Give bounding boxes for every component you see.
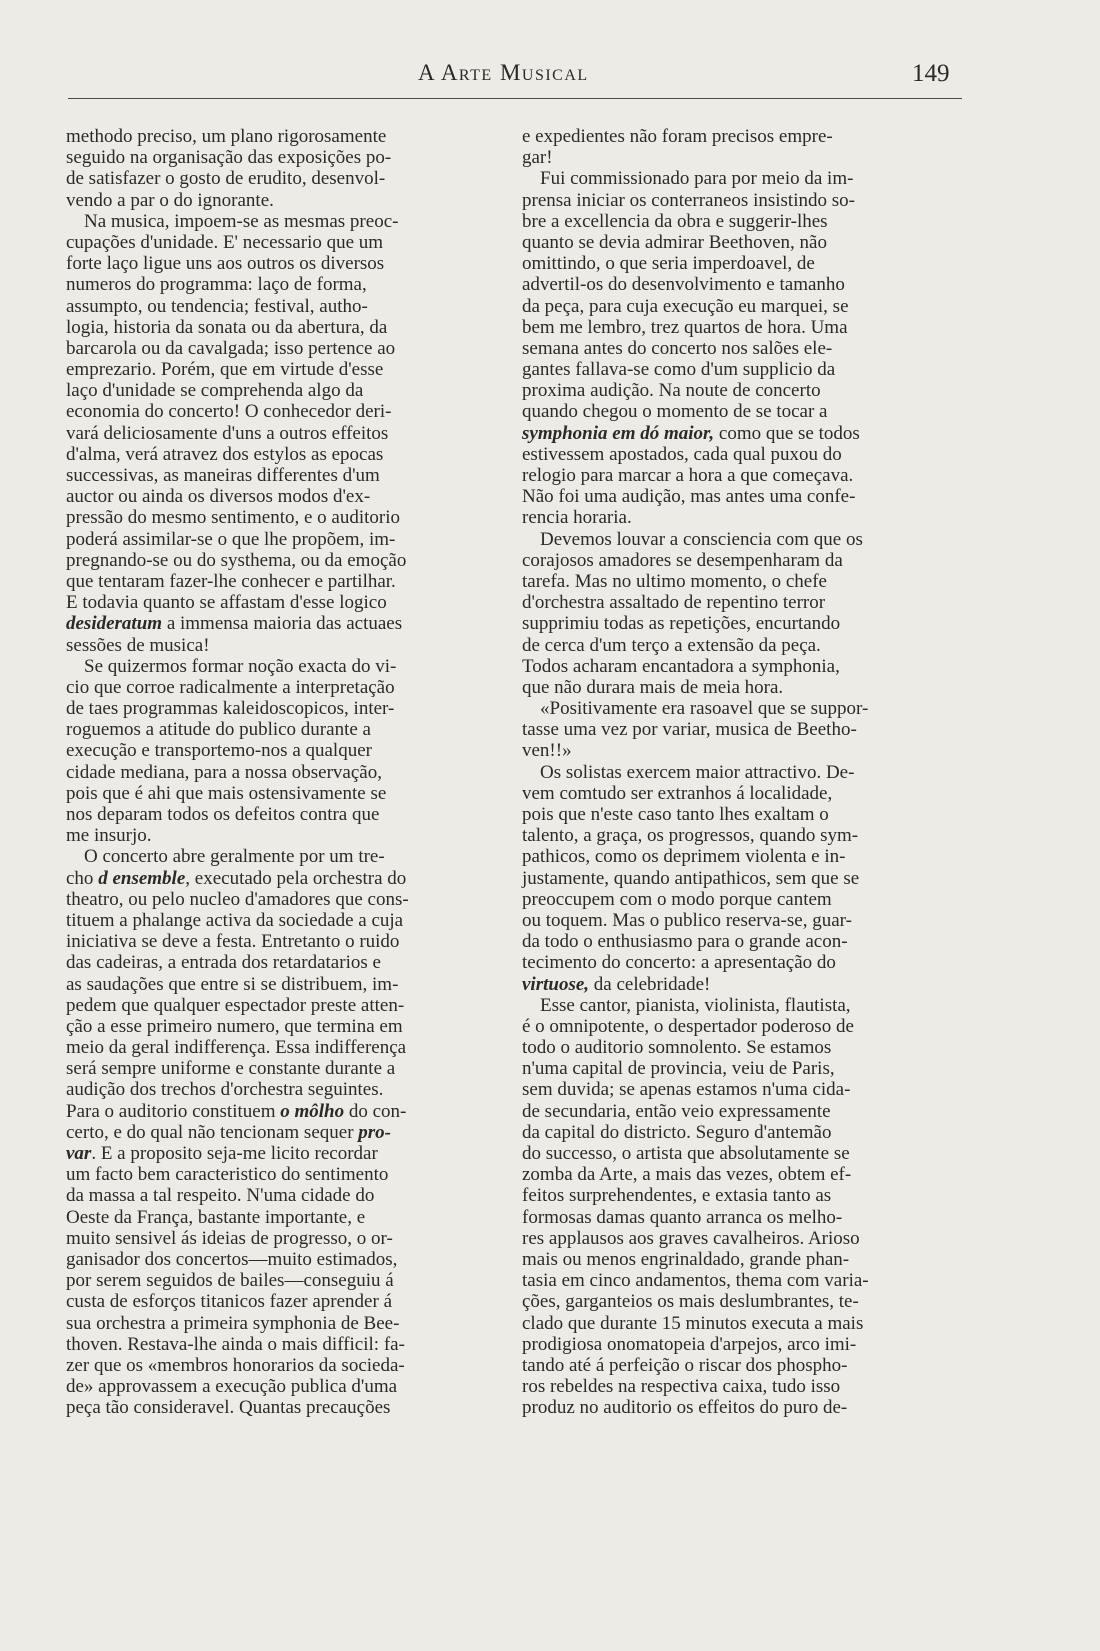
text-line: vendo a par o do ignorante.: [66, 189, 274, 211]
right-column: [522, 126, 958, 1418]
emphasis-text: desideratum: [66, 613, 163, 635]
text-line: clado que durante 15 minutos executa a mais: [522, 1312, 864, 1334]
text-line: [522, 974, 958, 995]
text-line: numeros do programma: laço de forma,: [66, 274, 367, 296]
text-line: produz no auditorio os effeitos do puro de-: [522, 1397, 848, 1419]
text-line: Os solistas exercem maior attractivo. De-: [540, 761, 855, 783]
text-line: execução e transportemo-nos a qualquer: [66, 740, 372, 762]
text-line: logia, historia da sonata ou da abertura, da: [66, 316, 388, 338]
text-line: [66, 1143, 500, 1164]
line-text: a immensa maioria das actuaes: [162, 613, 403, 635]
emphasis-text: pro-: [358, 1121, 392, 1143]
emphasis-text: symphonia em dó maior,: [522, 422, 715, 444]
text-line: ções, garganteios os mais deslumbrantes, te-: [522, 1291, 859, 1313]
text-line: ou toquem. Mas o publico reserva-se, guar-: [522, 909, 852, 931]
text-line: thoven. Restava-lhe ainda o mais difficil: fa-: [66, 1333, 405, 1355]
text-line: muito sensivel ás ideias de progresso, o or-: [66, 1227, 393, 1249]
text-line: prodigiosa onomatopeia d'arpejos, arco imi-: [522, 1333, 857, 1355]
text-line: que tentaram fazer-lhe conhecer e partilhar.: [66, 570, 396, 592]
text-line: custa de esforços titanicos fazer aprender á: [66, 1291, 392, 1313]
text-line: ros rebeldes na respectiva caixa, tudo isso: [522, 1376, 841, 1398]
text-line: da peça, para cuja execução eu marquei, se: [522, 295, 849, 317]
text-line: que não durara mais de meia hora.: [522, 676, 784, 698]
line-text: certo, e do qual não tencionam sequer: [66, 1121, 359, 1143]
text-line: mais ou menos engrinaldado, grande phan-: [522, 1248, 850, 1270]
text-line: advertil-os do desenvolvimento e tamanho: [522, 274, 845, 296]
text-line: vem comtudo ser extranhos á localidade,: [522, 782, 833, 804]
line-text: cho: [66, 867, 99, 889]
text-line: O concerto abre geralmente por um tre-: [84, 846, 385, 868]
text-line: será sempre uniforme e constante durante a: [66, 1058, 396, 1080]
text-line: estivessem apostados, cada qual puxou do: [522, 443, 842, 465]
text-line: peça tão consideravel. Quantas precauções: [66, 1397, 391, 1419]
page-header: [0, 56, 1100, 100]
text-line: as saudações que entre si se distribuem, im-: [66, 973, 399, 995]
text-line: Esse cantor, pianista, violinista, flautista,: [540, 994, 851, 1016]
text-line: por serem seguidos de bailes—conseguiu á: [66, 1270, 394, 1292]
text-line: da massa a tal respeito. N'uma cidade do: [66, 1185, 375, 1207]
text-line: gar!: [522, 147, 553, 169]
text-line: res applausos aos graves cavalheiros. Arioso: [522, 1227, 860, 1249]
line-text: , executado pela orchestra do: [185, 867, 407, 889]
text-line: tituem a phalange activa da sociedade a cuja: [66, 909, 404, 931]
text-line: pois que é ahi que mais ostensivamente se: [66, 782, 387, 804]
text-line: talento, a graça, os progressos, quando sym-: [522, 825, 859, 847]
text-line: preoccupem com o modo porque cantem: [522, 888, 832, 910]
line-text: como que se todos: [714, 422, 860, 444]
text-line: ção a esse primeiro numero, que termina em: [66, 1015, 403, 1037]
text-line: é o omnipotente, o despertador poderoso de: [522, 1015, 854, 1037]
text-line: cio que corroe radicalmente a interpretação: [66, 676, 395, 698]
emphasis-text: var: [66, 1143, 92, 1164]
text-line: Fui commissionado para por meio da im-: [540, 168, 854, 190]
emphasis-text: virtuose,: [522, 973, 590, 995]
text-line: auctor ou ainda os diversos modos d'ex-: [66, 486, 371, 508]
text-line: economia do concerto! O conhecedor deri-: [66, 401, 392, 423]
text-line: tarefa. Mas no ultimo momento, o chefe: [522, 570, 827, 592]
left-column: [66, 126, 500, 1418]
text-line: Oeste da França, bastante importante, e: [66, 1206, 366, 1228]
text-line: relogio para marcar a hora a que começava.: [522, 465, 854, 486]
text-line: [66, 613, 500, 634]
text-line: «Positivamente era rasoavel que se suppor-: [540, 698, 869, 720]
text-line: tecimento do concerto: a apresentação do: [522, 952, 836, 974]
text-line: audição dos trechos d'orchestra seguintes.: [66, 1079, 384, 1101]
line-text: Para o auditorio constituem: [66, 1100, 281, 1122]
text-line: emprezario. Porém, que em virtude d'esse: [66, 359, 384, 381]
text-line: n'uma capital de provincia, veiu de Paris,: [522, 1058, 835, 1080]
text-line: de secundaria, então veio expressamente: [522, 1100, 831, 1122]
text-line: proxima audição. Na noute de concerto: [522, 380, 821, 402]
text-line: quando chegou o momento de se tocar a: [522, 401, 828, 423]
text-line: tasse uma vez por variar, musica de Beetho-: [522, 719, 857, 741]
emphasis-text: d ensemble: [98, 867, 186, 889]
text-line: laço d'unidade se comprehenda algo da: [66, 380, 364, 402]
text-line: da capital do districto. Seguro d'antemão: [522, 1121, 832, 1143]
text-line: bem me lembro, trez quartos de hora. Uma: [522, 316, 848, 338]
text-line: theatro, ou pelo nucleo d'amadores que cons-: [66, 888, 409, 910]
running-title: A Arte Musical: [418, 60, 589, 85]
text-line: zer que os «membros honorarios da socieda-: [66, 1354, 405, 1376]
text-line: pathicos, como os deprimem violenta e in-: [522, 846, 846, 868]
text-line: ven!!»: [522, 740, 572, 762]
text-line: [66, 868, 500, 889]
text-line: nos deparam todos os defeitos contra que: [66, 804, 380, 825]
text-line: Na musica, impoem-se as mesmas preoc-: [84, 210, 399, 232]
text-line: Todos acharam encantadora a symphonia,: [522, 655, 840, 677]
text-line: quanto se devia admirar Beethoven, não: [522, 231, 827, 253]
text-line: omittindo, o que seria imperdoavel, de: [522, 253, 815, 275]
text-line: corajosos amadores se desempenharam da: [522, 549, 843, 571]
text-line: methodo preciso, um plano rigorosamente: [66, 126, 387, 147]
text-line: gantes fallava-se como d'um supplicio da: [522, 359, 836, 381]
header-rule: [68, 98, 962, 99]
page-number: 149: [912, 60, 950, 87]
text-line: pressão do mesmo sentimento, e o auditorio: [66, 507, 401, 529]
text-line: Devemos louvar a consciencia com que os: [540, 528, 863, 550]
text-line: bre a excellencia da obra e suggerir-lhes: [522, 210, 828, 232]
text-line: da todo o enthusiasmo para o grande acon-: [522, 931, 848, 953]
text-line: forte laço ligue uns aos outros os diversos: [66, 253, 385, 275]
text-line: barcarola ou da cavalgada; isso pertence ao: [66, 337, 396, 359]
text-line: roguemos a atitude do publico durante a: [66, 719, 371, 741]
text-line: successivas, as maneiras differentes d'um: [66, 465, 380, 486]
text-line: cupações d'unidade. E' necessario que um: [66, 231, 384, 253]
text-line: pregnando-se ou do systhema, ou da emoção: [66, 549, 407, 571]
text-line: rencia horaria.: [522, 507, 632, 529]
text-line: me insurjo.: [66, 825, 152, 847]
text-line: feitos surprehendentes, e extasia tanto as: [522, 1185, 832, 1207]
text-line: vará deliciosamente d'uns a outros effeitos: [66, 422, 389, 444]
line-text: da celebridade!: [589, 973, 711, 995]
text-line: supprimiu todas as repetições, encurtando: [522, 613, 841, 635]
text-line: d'orchestra assaltado de repentino terror: [522, 592, 826, 614]
text-line: d'alma, verá atravez dos estylos as epocas: [66, 443, 384, 465]
text-line: de» approvassem a execução publica d'uma: [66, 1376, 398, 1398]
text-line: das cadeiras, a entrada dos retardatarios e: [66, 952, 381, 974]
text-line: ganisador dos concertos—muito estimados,: [66, 1248, 398, 1270]
text-line: [66, 1101, 500, 1122]
text-line: sua orchestra a primeira symphonia de Bee-: [66, 1312, 400, 1334]
text-line: [522, 423, 958, 444]
text-line: semana antes do concerto nos salões ele-: [522, 337, 833, 359]
text-line: assumpto, ou tendencia; festival, autho-: [66, 295, 368, 317]
text-line: Se quizermos formar noção exacta do vi-: [84, 655, 397, 677]
text-line: tando até á perfeição o riscar dos phospho-: [522, 1354, 848, 1376]
text-line: poderá assimilar-se o que lhe propõem, im-: [66, 528, 396, 550]
text-line: prensa iniciar os conterraneos insistindo so-: [522, 189, 855, 211]
text-line: um facto bem caracteristico do sentimento: [66, 1164, 389, 1186]
text-line: pois que n'este caso tanto lhes exaltam o: [522, 804, 829, 825]
text-line: sem duvida; se apenas estamos n'uma cida-: [522, 1079, 851, 1101]
text-line: zomba da Arte, a mais das vezes, obtem ef-: [522, 1164, 852, 1186]
text-line: pedem que qualquer espectador preste atten-: [66, 994, 405, 1016]
text-line: do successo, o artista que absolutamente se: [522, 1143, 850, 1164]
text-line: tasia em cinco andamentos, thema com varia-: [522, 1270, 869, 1292]
text-line: sessões de musica!: [66, 634, 210, 656]
text-line: de cerca d'um terço a extensão da peça.: [522, 634, 821, 656]
text-line: [66, 1122, 500, 1143]
text-line: justamente, quando antipathicos, sem que se: [522, 867, 860, 889]
text-line: Não foi uma audição, mas antes uma confe-: [522, 486, 856, 508]
text-line: todo o auditorio somnolento. Se estamos: [522, 1037, 832, 1059]
line-text: do con-: [344, 1100, 407, 1122]
line-text: . E a proposito seja-me licito recordar: [91, 1143, 378, 1164]
text-line: e expedientes não foram precisos empre-: [522, 126, 833, 147]
text-line: de taes programmas kaleidoscopicos, inter-: [66, 698, 395, 720]
text-line: formosas damas quanto arranca os melho-: [522, 1206, 843, 1228]
text-line: seguido na organisação das exposições po-: [66, 147, 392, 169]
emphasis-text: o môlho: [280, 1100, 345, 1122]
text-line: cidade mediana, para a nossa observação,: [66, 761, 382, 783]
text-line: E todavia quanto se affastam d'esse logico: [66, 592, 387, 614]
text-line: meio da geral indifferença. Essa indifferença: [66, 1037, 407, 1059]
text-line: de satisfazer o gosto de erudito, desenvol-: [66, 168, 386, 190]
text-line: iniciativa se deve a festa. Entretanto o ruido: [66, 931, 400, 953]
